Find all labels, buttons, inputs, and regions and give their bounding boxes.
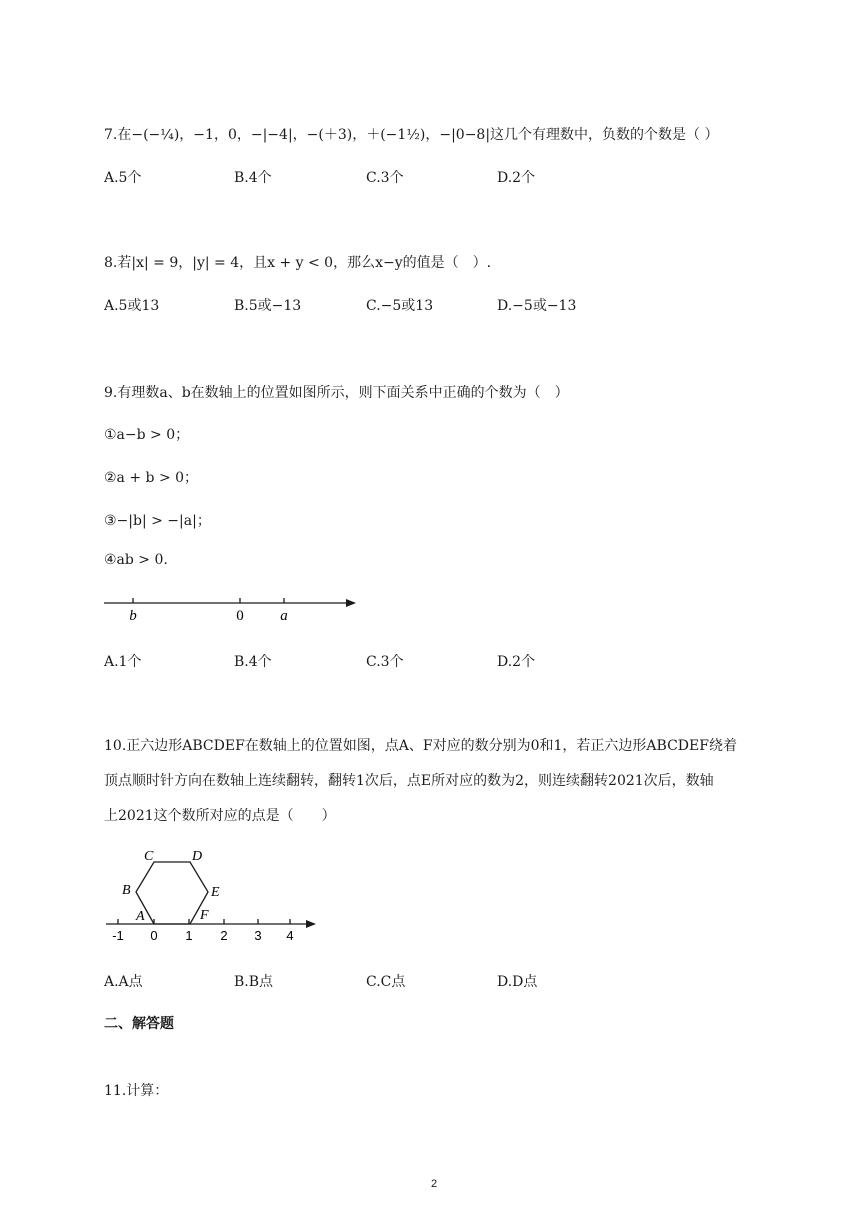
question-7-option-b: B.4个 <box>234 170 272 186</box>
question-9-statement-3: ③−|b| > −|a|； <box>104 513 211 529</box>
label-a: a <box>280 608 288 624</box>
question-9-stem: 9.有理数a、b在数轴上的位置如图所示，则下面关系中正确的个数为（ ） <box>104 385 569 401</box>
question-9-statement-4: ④ab > 0. <box>104 552 168 568</box>
vertex-label-d: D <box>192 849 203 864</box>
question-8-option-b: B.5或−13 <box>234 298 302 314</box>
question-9-option-d: D.2个 <box>497 654 536 670</box>
vertex-label-c: C <box>144 849 154 864</box>
question-9-option-a: A.1个 <box>104 654 142 670</box>
tick-label-minus-1: -1 <box>112 928 124 942</box>
question-7-option-c: C.3个 <box>366 170 404 186</box>
section-heading: 二、解答题 <box>104 1016 174 1032</box>
vertex-label-e: E <box>211 885 220 900</box>
tick-label-2: 2 <box>220 928 228 942</box>
question-7-option-a: A.5个 <box>104 170 142 186</box>
tick-label-1: 1 <box>185 928 193 942</box>
question-10-option-a: A.A点 <box>104 974 143 990</box>
tick-label-4: 4 <box>286 928 294 942</box>
question-10-stem-line-2: 顶点顺时针方向在数轴上连续翻转，翻转1次后，点E所对应的数为2，则连续翻转2021次后，数轴 <box>104 773 714 789</box>
number-line-arrow <box>306 920 316 928</box>
question-8-option-d: D.−5或−13 <box>497 298 577 314</box>
question-9-number-line <box>100 590 362 626</box>
vertex-label-f: F <box>200 908 209 923</box>
question-7-option-d: D.2个 <box>497 170 536 186</box>
question-10-option-d: D.D点 <box>497 974 538 990</box>
vertex-label-b: B <box>122 883 131 898</box>
question-9-option-b: B.4个 <box>234 654 272 670</box>
question-10-hexagon-figure <box>100 842 322 942</box>
question-9-statement-2: ②a + b > 0； <box>104 470 199 486</box>
question-9-option-c: C.3个 <box>366 654 404 670</box>
question-10-stem-line-1: 10.正六边形ABCDEF在数轴上的位置如图，点A、F对应的数分别为0和1，若正六边形ABCDEF绕着 <box>104 738 737 754</box>
question-11-stem: 11.计算： <box>104 1083 169 1099</box>
question-10-stem-line-3: 上2021这个数所对应的点是（ ） <box>104 808 336 824</box>
label-zero: 0 <box>236 608 244 624</box>
tick-label-3: 3 <box>254 928 262 942</box>
question-8-option-a: A.5或13 <box>104 298 160 314</box>
vertex-label-a: A <box>136 909 145 924</box>
number-line-arrow <box>346 599 356 607</box>
tick-label-0: 0 <box>150 928 158 942</box>
question-8-option-c: C.−5或13 <box>366 298 434 314</box>
hexagon <box>136 862 208 924</box>
label-b: b <box>129 608 137 624</box>
question-10-option-c: C.C点 <box>366 974 406 990</box>
question-10-option-b: B.B点 <box>234 974 274 990</box>
question-9-statement-1: ①a−b > 0； <box>104 427 190 443</box>
question-8-stem: 8.若|x| = 9，|y| = 4，且x + y < 0，那么x−y的值是（ ）. <box>104 255 492 271</box>
page-number: 2 <box>430 1178 438 1190</box>
question-7-stem: 7.在−(−¼)，−1，0，−|−4|，−(＋3)，＋(−1½)，−|0−8|这几个有理数中，负数的个数是（ ） <box>104 127 719 143</box>
